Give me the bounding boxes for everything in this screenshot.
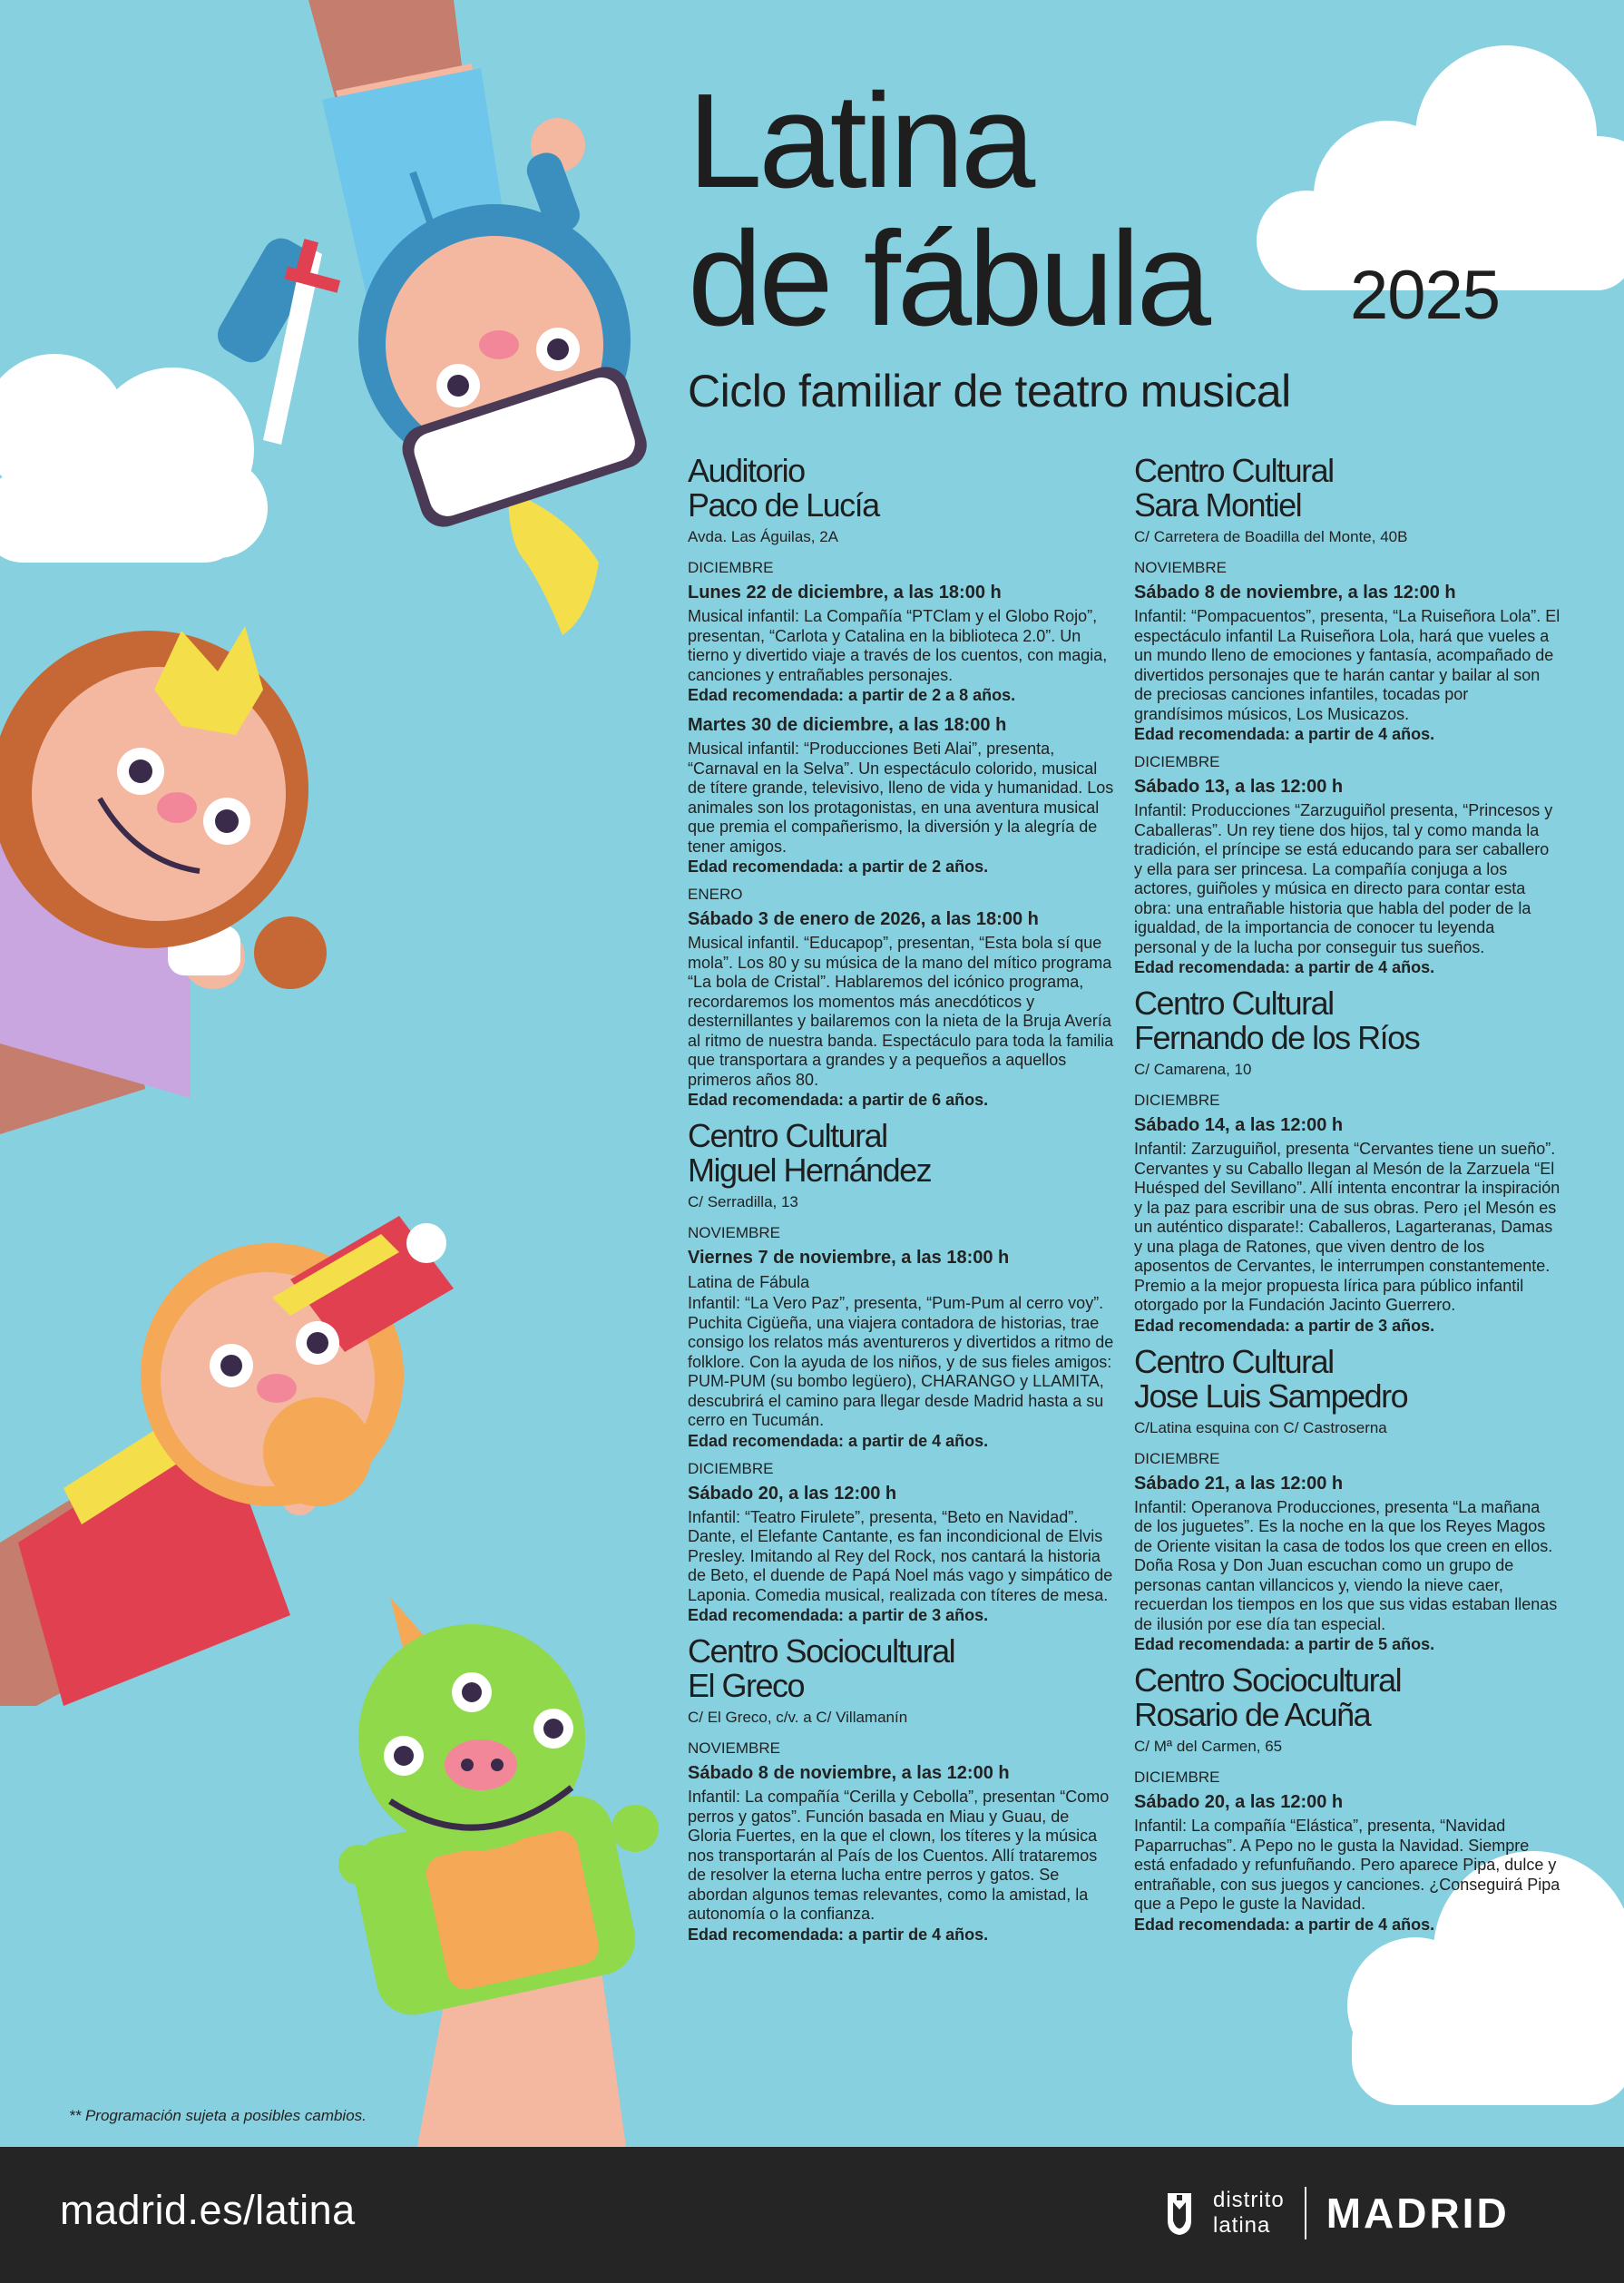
event-month: DICIEMBRE <box>1134 1769 1220 1786</box>
event-month: DICIEMBRE <box>1134 753 1220 770</box>
venue-name <box>688 1119 1114 1188</box>
madrid-wordmark: MADRID <box>1326 2190 1510 2237</box>
event-description: Musical infantil. “Educapop”, presentan, “Esta bola sí que mola”. Los 80 y su música de la mano del mítico programa “La bola de Cristal”. Hablaremos del icónico programa, recordaremos los momentos más anecdóticos y desternillantes y bailaremos con la nieta de la Bruja Avería al ritmo de nuestra banda. Espectáculo para toda la familia que transportara a grandes y a pequeños a aquellos primeros años 80. <box>688 934 1114 1089</box>
event-age: Edad recomendada: a partir de 4 años. <box>1134 1915 1435 1934</box>
venue-name <box>1134 1342 1560 1415</box>
king-puppet <box>0 1216 454 1706</box>
poster-year: 2025 <box>1350 257 1501 334</box>
event-month: DICIEMBRE <box>1134 1092 1220 1109</box>
venue-name <box>688 1634 1114 1703</box>
event-date: Sábado 8 de noviembre, a las 12:00 h <box>1134 583 1456 603</box>
event-month: DICIEMBRE <box>688 559 774 576</box>
venue-name-line-1: Centro Sociocultural <box>688 1632 955 1670</box>
event-item <box>1134 1769 1560 1935</box>
venue-name-line-2: Jose Luis Sampedro <box>1134 1377 1408 1415</box>
logo-divider <box>1305 2187 1306 2239</box>
venue-name-line-2: El Greco <box>688 1667 805 1704</box>
event-date: Sábado 14, a las 12:00 h <box>1134 1115 1344 1135</box>
poster-subtitle: Ciclo familiar de teatro musical <box>688 366 1291 416</box>
event-item <box>1134 1450 1560 1655</box>
event-date: Sábado 20, a las 12:00 h <box>1134 1792 1344 1812</box>
event-age: Edad recomendada: a partir de 4 años. <box>688 1431 989 1450</box>
venue-name-line-1: Centro Cultural <box>688 1117 887 1154</box>
event-item <box>1134 753 1560 977</box>
venue-name-line-1: Centro Cultural <box>1134 452 1334 489</box>
left-column <box>688 454 1114 1954</box>
event-item <box>688 559 1114 705</box>
distrito-label <box>1213 2188 1285 2239</box>
event-date: Sábado 13, a las 12:00 h <box>1134 777 1344 797</box>
event-age: Edad recomendada: a partir de 3 años. <box>688 1606 989 1624</box>
event-date: Lunes 22 de diciembre, a las 18:00 h <box>688 583 1002 603</box>
event-description: Infantil: La compañía “Cerilla y Cebolla”, presentan “Como perros y gatos”. Función basada en Miau y Guau, de Gloria Fuertes, en la que el clown, los títeres y la música nos transportarán al País de los Cuentos. Allí trataremos de resolver la eterna lucha entre perros y gatos. Se abordan algunos temas relevantes, como la amistad, la autonomía o la confianza. <box>688 1788 1110 1923</box>
event-date: Martes 30 de diciembre, a las 18:00 h <box>688 715 1007 735</box>
event-month: DICIEMBRE <box>688 1459 774 1477</box>
venue-block <box>1134 454 1560 977</box>
venue-name-line-2: Paco de Lucía <box>688 486 879 524</box>
venue-name-line-1: Centro Sociocultural <box>1134 1661 1402 1699</box>
venue-block <box>1134 1663 1560 1935</box>
madrid-logo <box>1166 2181 1510 2245</box>
event-date: Viernes 7 de noviembre, a las 18:00 h <box>688 1248 1010 1268</box>
event-subtitle: Latina de Fábula <box>688 1273 810 1291</box>
event-month: ENERO <box>688 886 743 903</box>
venue-address: C/ El Greco, c/v. a C/ Villamanín <box>688 1709 908 1726</box>
knight-puppet <box>211 0 653 635</box>
title-line-2: de fábula <box>688 204 1208 354</box>
event-age: Edad recomendada: a partir de 2 años. <box>688 857 989 876</box>
venue-address: C/ Serradilla, 13 <box>688 1193 798 1210</box>
venue-name-line-2: Fernando de los Ríos <box>1134 1019 1420 1056</box>
event-date: Sábado 21, a las 12:00 h <box>1134 1473 1344 1494</box>
event-month: NOVIEMBRE <box>688 1224 781 1241</box>
venue-name <box>1134 454 1560 523</box>
event-description: Infantil: Zarzuguiñol, presenta “Cervantes tiene un sueño”. Cervantes y su Caballo llegan al Mesón de la Zarzuela “El Huésped del Sevillano”. Allí intenta encontrar la inspiración y la paz para escribir una de sus obras. Pero ¡el Mesón es un auténtico disparate!: Caballeros, Lagarteranas, Damas y una plaga de Ratones, que viven dentro de los aposentos de Cervantes, le interrumpen constantemente. Premio a la mejor propuesta lírica para público infantil otorgado por la Fundación Jacinto Guerrero. <box>1134 1140 1560 1314</box>
cloud-top-right <box>1257 45 1624 290</box>
venue-block <box>688 1119 1114 1625</box>
event-item <box>1134 559 1560 744</box>
event-description: Musical infantil: “Producciones Beti Alai”, presenta, “Carnaval en la Selva”. Un espectáculo colorido, musical de títere grande, televisivo, lleno de vida y humanidad. Los animales son los protagonistas, en una aventura musical que premia el compañerismo, la diversión y la alegría de tener amigos. <box>688 740 1114 856</box>
venue-name-line-2: Rosario de Acuña <box>1134 1696 1371 1733</box>
event-month: DICIEMBRE <box>1134 1449 1220 1467</box>
venue-address: C/ Carretera de Boadilla del Monte, 40B <box>1134 528 1408 545</box>
event-age: Edad recomendada: a partir de 4 años. <box>688 1925 989 1944</box>
event-description: Musical infantil: La Compañía “PTClam y el Globo Rojo”, presentan, “Carlota y Catalina en la biblioteca 2.0”. Un tierno y divertido viaje a través de los cuentos, con magia, canciones y entrañables personajes. <box>688 607 1108 684</box>
event-item <box>688 714 1114 877</box>
event-age: Edad recomendada: a partir de 4 años. <box>1134 725 1435 743</box>
venue-name <box>688 454 1114 523</box>
distrito-line-2: latina <box>1213 2213 1271 2238</box>
event-description: Infantil: “Pompacuentos”, presenta, “La Ruiseñora Lola”. El espectáculo infantil La Ruiseñora Lola, hará que vueles a un mundo lleno de emociones y fantasía, acompañado de divertidos personajes que te harán cantar y bailar al son de preciosas canciones infantiles, tocadas por grandísimos músicos, Los Musicazos. <box>1134 607 1560 723</box>
distrito-line-1: distrito <box>1213 2188 1285 2212</box>
dragon-puppet <box>338 1597 659 2147</box>
event-item <box>688 1224 1114 1451</box>
event-age: Edad recomendada: a partir de 2 a 8 años. <box>688 686 1016 704</box>
venue-address: Avda. Las Águilas, 2A <box>688 528 839 545</box>
event-description: Infantil: Operanova Producciones, presenta “La mañana de los juguetes”. Es la noche en la que los Reyes Magos de Oriente visitan la casa de todos los que creen en ellos. Doña Rosa y Don Juan escuchan como un grupo de personas cantan villancicos y, viendo la nieve caer, recuerdan los tiempos en los que sus vidas estaban llenas de ilusión por ese día tan especial. <box>1134 1497 1558 1633</box>
event-age: Edad recomendada: a partir de 4 años. <box>1134 958 1435 976</box>
event-date: Sábado 8 de noviembre, a las 12:00 h <box>688 1763 1010 1783</box>
event-item <box>688 886 1114 1110</box>
event-month: NOVIEMBRE <box>688 1739 781 1757</box>
event-description: Infantil: “La Vero Paz”, presenta, “Pum-Pum al cerro voy”. Puchita Cigüeña, una viajera contadora de historias, trae consigo los relatos más aventureros y divertidos a ritmo de folklore. Con la ayuda de los niños, y de sus fieles amigos: PUM-PUM (su bombo legüero), CHARANGO y LLAMITA, descubrirá el camino para llegar desde Madrid hasta a su cerro en Tucumán. <box>688 1294 1114 1429</box>
footer <box>0 2147 1624 2283</box>
venue-address: C/ Mª del Carmen, 65 <box>1134 1738 1283 1755</box>
event-description: Infantil: La compañía “Elástica”, presenta, “Navidad Paparruchas”. A Pepo no le gusta la Navidad. Siempre está enfadado y refunfuñando. Pero aparece Pipa, dulce y entrañable, con sus juegos y canciones. ¿Conseguirá Pipa que a Pepo le guste la Navidad. <box>1134 1817 1560 1913</box>
event-description: Infantil: Producciones “Zarzuguiñol presenta, “Princesos y Caballeras”. Un rey tiene dos hijos, tal y como manda la tradición, el príncipe se está educando para ser caballero y ella para ser princesa. La compañía conjuga a los actores, guiñoles y música en directo para contar esta obra: una entrañable historia que habla del poder de la igualdad, de la importancia de conocer tu leyenda personal y de la lucha por conseguir tus sueños. <box>1134 801 1553 956</box>
venue-address: C/Latina esquina con C/ Castroserna <box>1134 1418 1387 1436</box>
event-age: Edad recomendada: a partir de 6 años. <box>688 1091 989 1109</box>
venue-block <box>1134 986 1560 1336</box>
event-description: Infantil: “Teatro Firulete”, presenta, “Beto en Navidad”. Dante, el Elefante Cantante, es fan incondicional de Elvis Presley. Imitando al Rey del Rock, nos cantará la historia de Beto, el duende de Papá Noel más vago y simpático de Laponia. Comedia musical, realizada con títeres de mesa. <box>688 1507 1113 1604</box>
venue-name-line-1: Auditorio <box>688 452 805 489</box>
venue-name-line-1: Centro Cultural <box>1134 985 1334 1022</box>
madrid-shield-icon <box>1166 2190 1193 2237</box>
title-line-1: Latina <box>688 66 1032 216</box>
venue-name <box>1134 986 1560 1055</box>
venue-name-line-2: Miguel Hernández <box>688 1151 932 1189</box>
venue-name-line-2: Sara Montiel <box>1134 486 1302 524</box>
venue-name <box>1134 1663 1560 1732</box>
event-age: Edad recomendada: a partir de 5 años. <box>1134 1635 1435 1653</box>
schedule-note: ** Programación sujeta a posibles cambios. <box>69 2107 367 2124</box>
venue-name-line-1: Centro Cultural <box>1134 1342 1334 1380</box>
event-date: Sábado 3 de enero de 2026, a las 18:00 h <box>688 909 1039 929</box>
event-item <box>1134 1092 1560 1336</box>
event-month: NOVIEMBRE <box>1134 559 1228 576</box>
poster-title <box>688 66 1208 354</box>
venue-address: C/ Camarena, 10 <box>1134 1061 1252 1078</box>
venue-block <box>688 454 1114 1110</box>
footer-url[interactable]: madrid.es/latina <box>60 2187 356 2233</box>
event-item <box>688 1739 1114 1945</box>
event-date: Sábado 20, a las 12:00 h <box>688 1483 897 1504</box>
event-item <box>688 1460 1114 1626</box>
right-column <box>1134 454 1560 1944</box>
venue-block <box>688 1634 1114 1945</box>
venue-block <box>1134 1342 1560 1655</box>
princess-puppet <box>0 626 327 1134</box>
cloud-left <box>0 354 268 563</box>
event-age: Edad recomendada: a partir de 3 años. <box>1134 1316 1435 1335</box>
